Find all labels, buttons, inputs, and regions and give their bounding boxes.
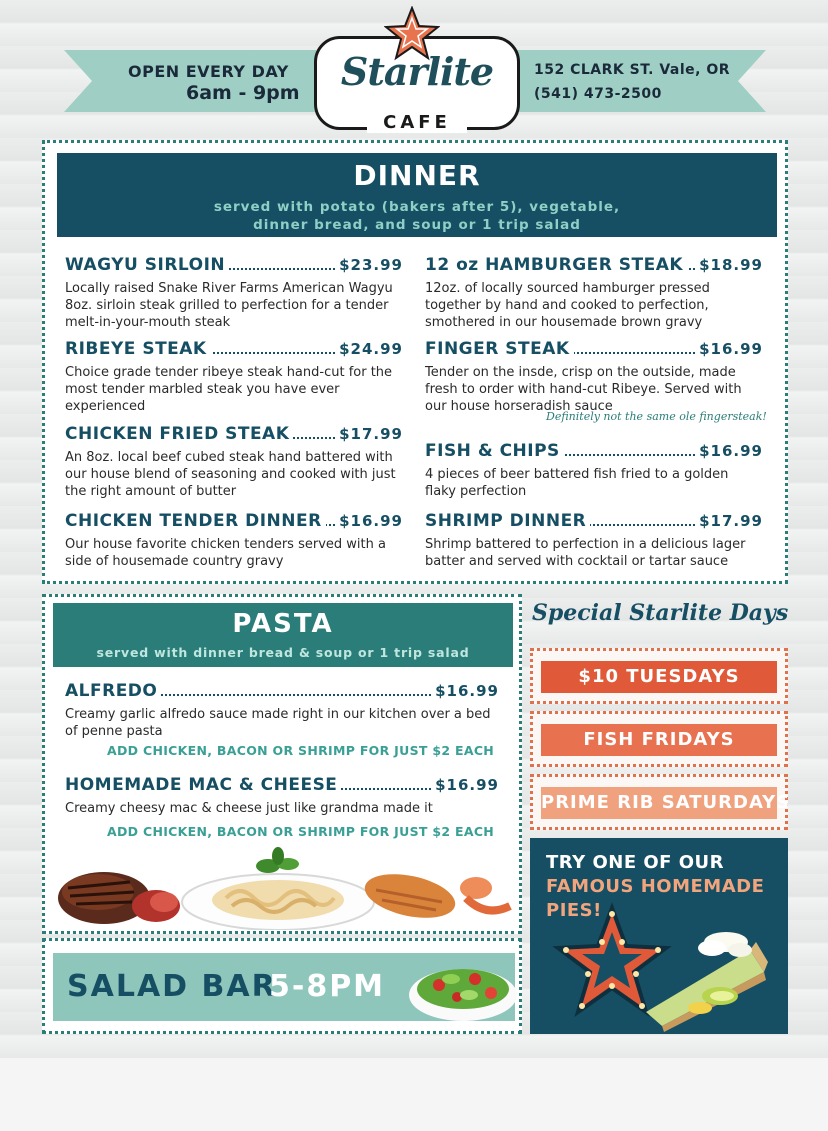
item-description: Choice grade tender ribeye steak hand-cut for the most tender marbled steak you have ever experienced	[65, 365, 393, 414]
menu-item	[65, 775, 499, 817]
menu-item	[425, 441, 763, 500]
menu-item	[425, 255, 763, 331]
menu-item	[425, 339, 763, 415]
item-description: Shrimp battered to perfection in a delicious lager batter and served with cocktail or tartar sauce	[425, 537, 746, 569]
pasta-addon-text: ADD CHICKEN, BACON OR SHRIMP FOR JUST $2 EACH	[107, 824, 495, 839]
salad-bar-label: SALAD BAR	[67, 969, 277, 1004]
menu-item	[425, 511, 763, 570]
fish-shrimp-image	[361, 867, 510, 925]
fingersteak-note: Definitely not the same ole fingersteak!	[546, 410, 767, 423]
item-price: $16.99	[431, 682, 499, 700]
item-name: 12 oz HAMBURGER STEAK	[425, 255, 687, 275]
special-day-label: FISH FRIDAYS	[541, 724, 777, 756]
special-day-tuesday	[530, 648, 788, 704]
marquee-star-icon	[558, 908, 666, 1012]
item-name: ALFREDO	[65, 681, 161, 701]
dinner-section	[42, 140, 788, 584]
special-day-label: $10 TUESDAYS	[541, 661, 777, 693]
hours-text: 6am - 9pm	[186, 82, 300, 104]
salad-bar-time: 5-8PM	[269, 969, 386, 1004]
item-price: $16.99	[695, 340, 763, 358]
dinner-title: DINNER	[353, 159, 481, 192]
menu-item	[65, 424, 403, 500]
pies-line2: FAMOUS HOMEMADE	[546, 876, 765, 897]
item-price: $17.99	[335, 425, 403, 443]
item-price: $17.99	[695, 512, 763, 530]
food-photo-strip	[46, 842, 518, 930]
open-every-day-text: OPEN EVERY DAY	[128, 62, 289, 81]
special-day-label: PRIME RIB SATURDAYS	[541, 787, 777, 819]
item-name: CHICKEN TENDER DINNER	[65, 511, 326, 531]
dinner-header	[57, 153, 777, 237]
address-text: 152 CLARK ST. Vale, OR	[534, 62, 731, 78]
salad-bar-section	[42, 938, 522, 1034]
pies-line3: PIES!	[546, 900, 602, 921]
item-name: CHICKEN FRIED STEAK	[65, 424, 293, 444]
item-name: SHRIMP DINNER	[425, 511, 590, 531]
item-description: Our house favorite chicken tenders served with a side of housemade country gravy	[65, 537, 386, 569]
phone-text: (541) 473-2500	[534, 86, 662, 102]
pies-section	[530, 838, 788, 1034]
menu-item	[65, 339, 403, 415]
pasta-title: PASTA	[232, 609, 334, 639]
item-price: $16.99	[431, 776, 499, 794]
item-description: Tender on the insde, crisp on the outside, made fresh to order with hand-cut Ribeye. Served with our house horseradish sauce	[425, 365, 742, 414]
item-description: 4 pieces of beer battered fish fried to a golden flaky perfection	[425, 467, 729, 499]
item-price: $23.99	[335, 256, 403, 274]
salad-bar-band	[53, 953, 515, 1021]
bottom-margin	[0, 1058, 828, 1131]
pasta-header	[53, 603, 513, 667]
special-days-title: Special Starlite Days	[532, 600, 789, 626]
menu-item	[65, 255, 403, 331]
item-description: 12oz. of locally sourced hamburger pressed together by hand and cooked to perfection, smothered in our housemade brown gravy	[425, 281, 710, 330]
menu-item	[65, 681, 499, 740]
pies-line1: TRY ONE OF OUR	[546, 852, 725, 873]
menu-item	[65, 511, 403, 570]
pie-illustration	[550, 902, 780, 1032]
dinner-subtitle-line2: dinner bread, and soup or 1 trip salad	[253, 217, 581, 233]
logo-star-icon	[384, 6, 440, 62]
pasta-subtitle: served with dinner bread & soup or 1 trip salad	[96, 645, 470, 660]
logo-cafe-text: CAFE	[367, 112, 467, 133]
item-description: Creamy cheesy mac & cheese just like grandma made it	[65, 801, 433, 816]
item-description: An 8oz. local beef cubed steak hand battered with our house blend of seasoning and cooked with just the right amount of butter	[65, 450, 396, 499]
salad-bowl-image	[405, 955, 521, 1023]
item-name: FINGER STEAK	[425, 339, 574, 359]
item-price: $16.99	[335, 512, 403, 530]
special-day-friday	[530, 711, 788, 767]
pasta-addon-text: ADD CHICKEN, BACON OR SHRIMP FOR JUST $2 EACH	[107, 743, 495, 758]
item-name: RIBEYE STEAK	[65, 339, 211, 359]
logo-script-text: Starlite	[340, 49, 494, 94]
header-ribbon-right	[512, 50, 766, 112]
pasta-image	[182, 847, 374, 930]
item-price: $18.99	[695, 256, 763, 274]
item-price: $24.99	[335, 340, 403, 358]
item-description: Creamy garlic alfredo sauce made right in our kitchen over a bed of penne pasta	[65, 707, 491, 739]
item-name: HOMEMADE MAC & CHEESE	[65, 775, 341, 795]
item-price: $16.99	[695, 442, 763, 460]
steak-image	[58, 872, 180, 924]
item-name: FISH & CHIPS	[425, 441, 564, 461]
dinner-subtitle-line1: served with potato (bakers after 5), vegetable,	[213, 199, 621, 215]
item-description: Locally raised Snake River Farms American Wagyu 8oz. sirloin steak grilled to perfection for a tender melt-in-your-mouth steak	[65, 281, 393, 330]
item-name: WAGYU SIRLOIN	[65, 255, 229, 275]
special-day-saturday	[530, 774, 791, 830]
